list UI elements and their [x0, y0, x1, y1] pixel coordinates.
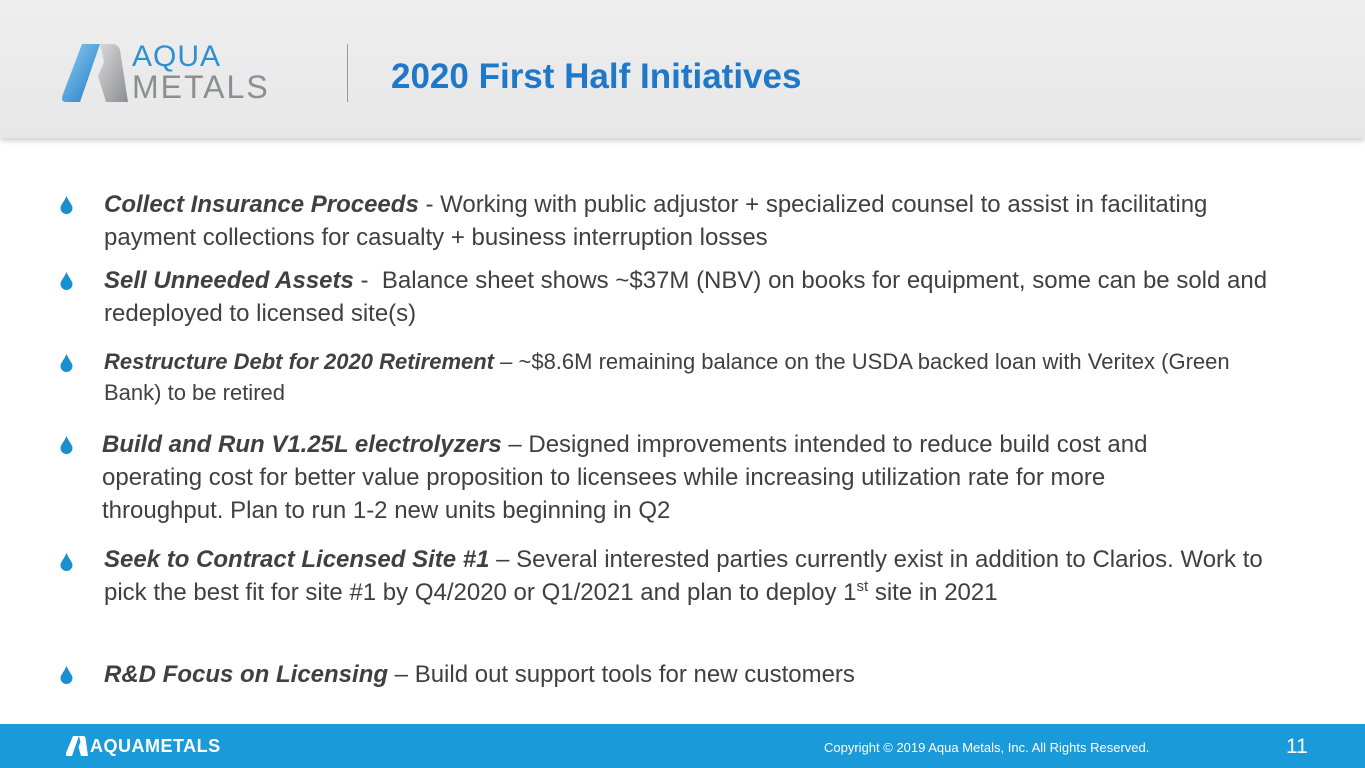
bullet-lead: R&D Focus on Licensing: [104, 661, 389, 688]
bullet-body: Balance sheet shows ~$37M (NBV) on books for equipment, some can be sold and redeployed to licensed site(s): [104, 267, 1268, 327]
bullet-body: Designed improvements intended to reduce build cost and operating cost for better value proposition to licensees while increasing utilization rate for more throughput. Plan to run 1-2 new units beginning in Q2: [102, 431, 1148, 524]
bullet-separator: –: [501, 431, 529, 458]
footer-brand: AQUAMETALS: [90, 736, 221, 756]
bullet-body: Several interested parties currently exist in addition to Clarios. Work to pick the best fit for site #1 by Q4/2020 or Q1/2021 and plan to deploy 1: [104, 546, 1263, 606]
ordinal-suffix: st: [856, 578, 869, 595]
bullet-text: [104, 346, 1264, 408]
water-drop-icon: [60, 666, 73, 684]
bullet-text: [104, 264, 1304, 330]
bullet-lead: Build and Run V1.25L electrolyzers: [102, 431, 502, 458]
bullet-separator: –: [489, 546, 517, 573]
aqua-metals-logo: [60, 40, 310, 106]
bullet-separator: –: [388, 661, 415, 688]
footer-bar: [0, 724, 1365, 768]
page-number: 11: [1286, 735, 1308, 758]
bullet-text: [104, 658, 1304, 691]
bullet-body: Build out support tools for new customers: [414, 661, 855, 688]
water-drop-icon: [60, 354, 73, 372]
bullet-text: [104, 543, 1264, 609]
water-drop-icon: [60, 272, 73, 290]
bullet-body: Working with public adjustor + specialized counsel to assist in facilitating payment collections for casualty + business interruption losses: [104, 191, 1208, 251]
bullet-lead: Collect Insurance Proceeds: [104, 191, 419, 218]
bullet-separator: -: [418, 191, 441, 218]
bullet-separator: -: [353, 267, 382, 294]
logo-text-aqua: AQUA: [132, 40, 222, 73]
bullet-text: [102, 428, 1192, 527]
header-divider: [347, 44, 348, 102]
bullet-body-end: site in 2021: [868, 579, 998, 606]
header-bar: [0, 0, 1365, 138]
bullet-body: ~$8.6M remaining balance on the USDA backed loan with Veritex (Green Bank) to be retired: [104, 349, 1230, 405]
bullet-lead: Seek to Contract Licensed Site #1: [104, 546, 490, 573]
water-drop-icon: [60, 196, 73, 214]
page-title: 2020 First Half Initiatives: [391, 57, 802, 96]
water-drop-icon: [60, 553, 73, 571]
logo-mark-icon: [60, 42, 130, 106]
water-drop-icon: [60, 436, 73, 454]
logo-text-metals: METALS: [132, 69, 270, 105]
copyright-text: Copyright © 2019 Aqua Metals, Inc. All Rights Reserved.: [824, 740, 1150, 755]
footer-logo-mark-icon: [66, 736, 88, 756]
bullet-separator: –: [494, 349, 519, 374]
bullet-text: [104, 188, 1304, 254]
bullet-lead: Sell Unneeded Assets: [104, 267, 354, 294]
bullet-lead: Restructure Debt for 2020 Retirement: [104, 349, 495, 374]
